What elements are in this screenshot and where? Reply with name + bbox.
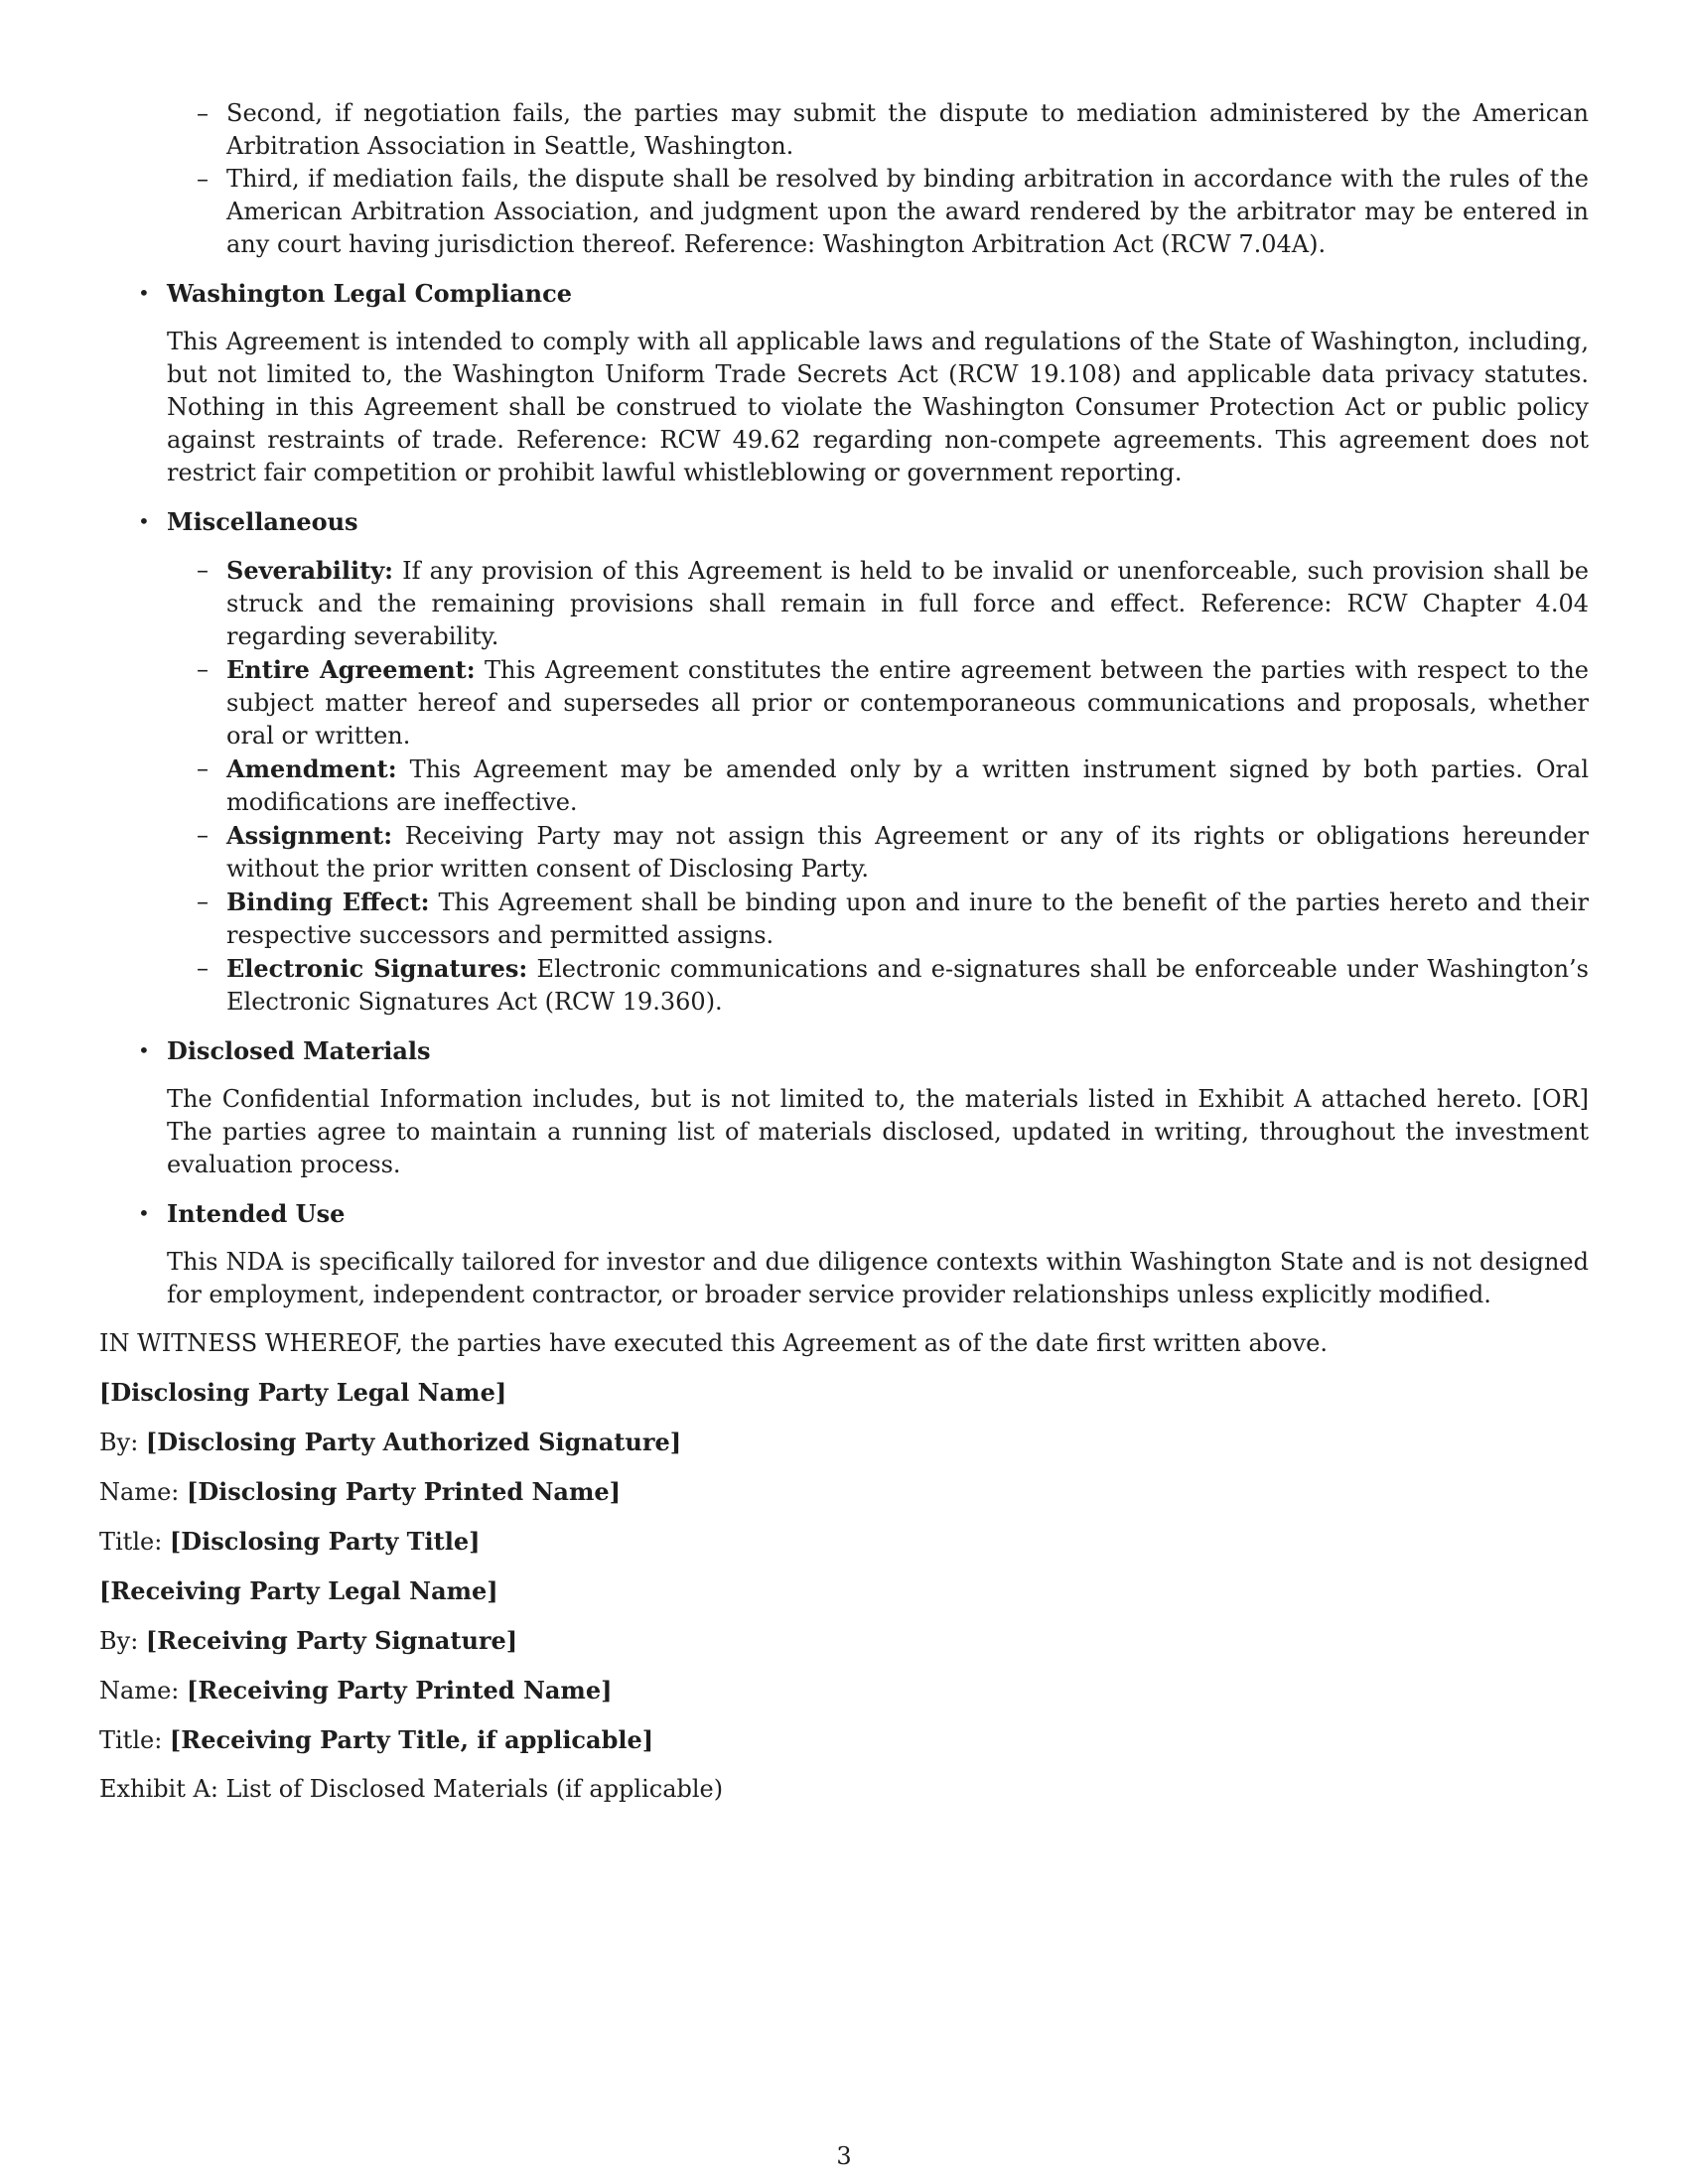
disclosing-name-line — [99, 1475, 1589, 1509]
dispute-step-mediation: Second, if negotiation fails, the parties may submit the dispute to mediation administered by the American Arbitration Association in Seattle, Washington. — [226, 99, 1589, 160]
signature-field-value: [Disclosing Party Legal Name] — [99, 1378, 507, 1407]
clause-text: This Agreement may be amended only by a written instrument signed by both parties. Oral modifications are ineffective. — [226, 755, 1589, 816]
signature-field-value: [Receiving Party Legal Name] — [99, 1576, 498, 1605]
clause-text: This Agreement shall be binding upon and inure to the benefit of the parties hereto and their respective successors and permitted assigns. — [226, 888, 1590, 949]
dash-marker: – — [197, 954, 209, 982]
section-legal-compliance — [138, 277, 1589, 489]
section-disclosed-materials — [138, 1034, 1589, 1181]
disclosing-legal-name — [99, 1376, 1589, 1410]
misc-clauses-list — [167, 554, 1589, 1019]
signature-field-label: By: — [99, 1627, 146, 1655]
signature-field-label: Title: — [99, 1726, 170, 1754]
section-heading: Miscellaneous — [167, 507, 358, 536]
clause-text: Electronic communications and e-signatures shall be enforceable under Washington’s Electronic Signatures Act (RCW 19.360). — [226, 955, 1590, 1016]
section-body: The Confidential Information includes, but is not limited to, the materials listed in Exhibit A attached hereto. [OR] The parties agree to maintain a running list of materials disclosed, updated in writing, throughout the investment evaluation process. — [167, 1085, 1589, 1178]
exhibit-reference: Exhibit A: List of Disclosed Materials (if applicable) — [99, 1775, 724, 1803]
signature-field-label: By: — [99, 1429, 146, 1456]
section-heading: Disclosed Materials — [167, 1036, 431, 1065]
dash-marker: – — [197, 556, 209, 584]
section-miscellaneous — [138, 505, 1590, 1019]
disclosing-title-line — [99, 1525, 1589, 1559]
clause-text: If any provision of this Agreement is held to be invalid or unenforceable, such provision shall be struck and the remaining provisions shall remain in full force and effect. Reference: RCW Chapter 4.04 regarding severability. — [226, 557, 1589, 650]
clause-label: Electronic Signatures: — [226, 954, 528, 983]
signature-field-value: [Receiving Party Printed Name] — [186, 1676, 613, 1705]
section-heading: Washington Legal Compliance — [167, 279, 572, 308]
list-item — [197, 163, 1589, 261]
dash-marker: – — [197, 754, 209, 782]
signature-field-value: [Disclosing Party Title] — [169, 1527, 481, 1556]
signature-field-value: [Receiving Party Title, if applicable] — [169, 1725, 654, 1754]
receiving-title-line — [99, 1723, 1589, 1757]
dash-marker: – — [197, 887, 209, 915]
list-item — [197, 752, 1589, 819]
signature-field-value: [Disclosing Party Printed Name] — [186, 1477, 621, 1506]
clause-label: Severability: — [226, 556, 394, 585]
section-heading: Intended Use — [167, 1199, 346, 1228]
page-number: 3 — [836, 2142, 852, 2170]
clause-label: Binding Effect: — [226, 887, 430, 916]
bullet-marker: • — [138, 281, 150, 305]
receiving-signature-line — [99, 1624, 1589, 1658]
bullet-marker: • — [138, 1201, 150, 1225]
dispute-step-arbitration: Third, if mediation fails, the dispute shall be resolved by binding arbitration in accordance with the rules of the American Arbitration Association, and judgment upon the award rendered by the arbitrator may be entered in any court having jurisdiction thereof. Reference: Washington Arbitration Act (RCW 7.04A). — [226, 165, 1589, 258]
document-content — [99, 97, 1589, 1806]
list-item — [197, 554, 1589, 653]
list-item — [197, 886, 1590, 952]
dash-marker: – — [197, 165, 209, 193]
dispute-steps-list — [99, 97, 1589, 261]
receiving-name-line — [99, 1674, 1589, 1707]
clause-label: Amendment: — [226, 754, 397, 783]
list-item — [197, 819, 1589, 886]
section-intended-use — [138, 1197, 1589, 1311]
list-item — [197, 952, 1590, 1019]
signature-field-value: [Receiving Party Signature] — [145, 1626, 518, 1655]
bullet-marker: • — [138, 1038, 150, 1062]
signature-field-label: Name: — [99, 1677, 187, 1705]
list-item — [197, 653, 1590, 752]
clause-label: Entire Agreement: — [226, 655, 476, 684]
bullet-marker: • — [138, 509, 150, 533]
signature-field-value: [Disclosing Party Authorized Signature] — [145, 1428, 682, 1456]
receiving-legal-name — [99, 1574, 1589, 1608]
list-item — [197, 97, 1589, 163]
clause-label: Assignment: — [226, 821, 393, 850]
dash-marker: – — [197, 821, 209, 849]
signature-field-label: Title: — [99, 1528, 170, 1556]
signature-field-label: Name: — [99, 1478, 187, 1506]
clause-text: Receiving Party may not assign this Agreement or any of its rights or obligations hereunder without the prior written consent of Disclosing Party. — [226, 822, 1589, 883]
dash-marker: – — [197, 655, 209, 683]
witness-statement: IN WITNESS WHEREOF, the parties have executed this Agreement as of the date first written above. — [99, 1329, 1328, 1357]
clause-text: This Agreement constitutes the entire agreement between the parties with respect to the subject matter hereof and supersedes all prior or contemporaneous communications and proposals, whether oral or written. — [226, 656, 1590, 750]
disclosing-signature-line — [99, 1426, 1589, 1459]
dash-marker: – — [197, 99, 209, 127]
section-body: This NDA is specifically tailored for investor and due diligence contexts within Washington State and is not designed for employment, independent contractor, or broader service provider relationships unless explicitly modified. — [167, 1248, 1589, 1308]
section-body: This Agreement is intended to comply with all applicable laws and regulations of the State of Washington, including, but not limited to, the Washington Uniform Trade Secrets Act (RCW 19.108) and applicable data privacy statutes. Nothing in this Agreement shall be construed to violate the Washington Consumer Protection Act or public policy against restraints of trade. Reference: RCW 49.62 regarding non-compete agreements. This agreement does not restrict fair competition or prohibit lawful whistleblowing or government reporting. — [167, 328, 1589, 486]
